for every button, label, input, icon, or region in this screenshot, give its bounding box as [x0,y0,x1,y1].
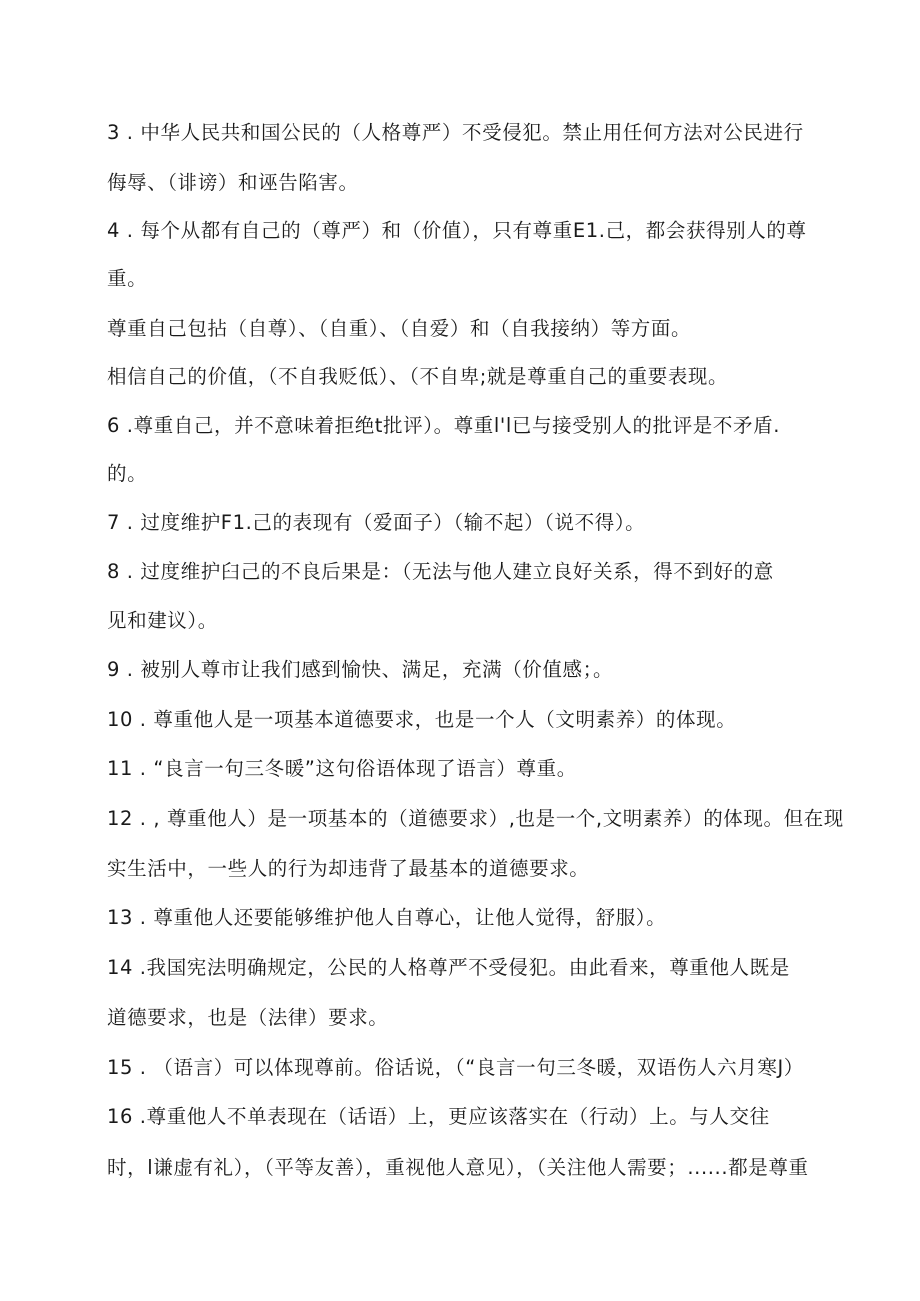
text-line: 重。 [107,267,148,290]
text-line: 4 . 每个从都有自己的（尊严）和（价值），只有尊重E1.己，都会获得别人的尊 [107,219,807,242]
text-line: 7 . 过度维护F1.己的表现有（爱面子）（输不起）（说不得）。 [107,511,646,534]
text-line: 8 . 过度维护臼己的不良后果是：（无法与他人建立良好关系，得不到好的意 [107,560,774,583]
text-line: 12 . , 尊重他人）是一项基本的（道德要求）,也是一个,文明素养）的体现。但在现 [107,807,844,830]
text-line: 的。 [107,462,148,485]
text-line: 时，l谦虚有礼），（平等友善），重视他人意见），（关注他人需要；......都是尊重 [107,1156,809,1179]
text-line: 6 .尊重自己，并不意味着拒绝t批评）。尊重l'l已与接受别人的批评是不矛盾. [107,414,780,437]
text-line: 3 . 中华人民共和国公民的（人格尊严）不受侵犯。禁止用任何方法对公民进行 [107,121,804,144]
text-line: 10 . 尊重他人是一项基本道德要求，也是一个人（文明素养）的体现。 [107,708,737,731]
text-line: 13 . 尊重他人还要能够维护他人自尊心，让他人觉得，舒服）。 [107,906,667,929]
text-line: 11 . “良言一句三冬暖”这句俗语体现了语言）尊重。 [107,757,577,780]
text-line: 道德要求，也是（法律）要求。 [107,1006,389,1029]
text-line: 9 . 被别人尊市让我们感到愉快、满足，充满（价值感；。 [107,658,614,681]
text-line: 相信自己的价值，（不自我贬低）、（不自卑;就是尊重自己的重要表现。 [107,365,729,388]
text-line: 14 .我国宪法明确规定，公民的人格尊严不受侵犯。由此看来，尊重他人既是 [107,956,790,979]
text-line: 侮辱、（诽谤）和诬告陷害。 [107,171,359,194]
text-line: 15 . （语言）可以体现尊前。俗话说，（“良言一句三冬暖，双语伤人六月寒J） [107,1056,804,1079]
text-line: 尊重自己包拈（自尊）、（自重）、（自爱）和（自我接纳）等方面。 [107,317,692,340]
text-line: 实生活中，一些人的行为却违背了最基本的道德要求。 [107,857,590,880]
text-line: 16 .尊重他人不单表现在（话语）上，更应该落实在（行动）上。与人交往 [107,1105,770,1128]
text-line: 见和建议）。 [107,609,218,632]
